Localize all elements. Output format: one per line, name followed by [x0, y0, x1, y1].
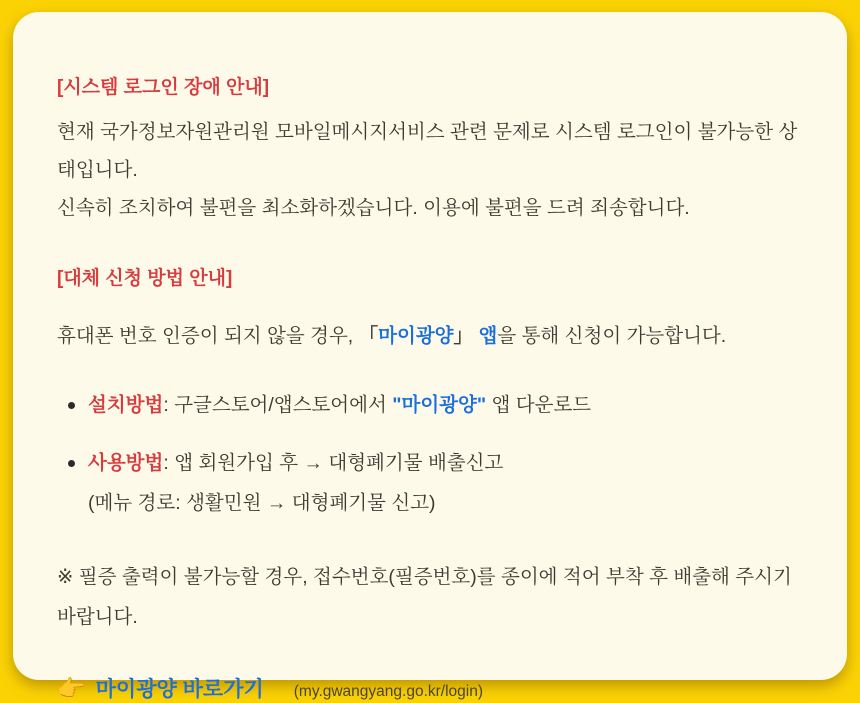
app-name-highlight: 마이광양 — [378, 325, 454, 348]
usage-method-rest: : 앱 회원가입 후 → 대형폐기물 배출신고 — [163, 452, 504, 475]
bracket-close: 」 — [453, 325, 474, 348]
app-word-highlight: 앱 — [473, 325, 498, 348]
install-method-label: 설치방법 — [88, 394, 164, 417]
list-item-install — [68, 385, 803, 425]
intro-suffix: 을 통해 신청이 가능합니다. — [497, 325, 727, 348]
bullet-icon — [68, 460, 75, 467]
alternative-method-heading: [대체 신청 방법 안내] — [57, 267, 233, 289]
install-method-after: 앱 다운로드 — [486, 394, 592, 417]
install-method-text — [88, 385, 591, 425]
login-outage-heading: [시스템 로그인 장애 안내] — [57, 77, 270, 98]
install-app-highlight: "마이광양" — [392, 394, 487, 417]
shortcut-row — [57, 673, 803, 703]
alternative-method-intro — [57, 317, 803, 355]
apology-line: 신속히 조치하여 불편을 최소화하겠습니다. 이용에 불편을 드려 죄송합니다. — [57, 196, 690, 219]
notice-card — [13, 12, 847, 702]
pointing-hand-icon: 👉 — [57, 675, 86, 702]
intro-prefix: 휴대폰 번호 인증이 되지 않을 경우, — [57, 325, 359, 348]
menu-path-note: (메뉴 경로: 생활민원 → 대형폐기물 신고) — [88, 492, 436, 515]
paper-tag-note: ※ 필증 출력이 불가능할 경우, 접수번호(필증번호)를 종이에 적어 부착 후 배출해 주시기 바랍니다. — [57, 566, 792, 629]
instruction-list — [57, 385, 803, 523]
bullet-icon — [68, 402, 75, 409]
list-item-usage — [68, 443, 803, 523]
bracket-open: 「 — [358, 325, 379, 348]
shortcut-url-text: (my.gwangyang.go.kr/login) — [293, 683, 484, 701]
migwangyang-shortcut-link[interactable]: 마이광양 바로가기 — [95, 678, 264, 702]
outage-description: 현재 국가정보자원관리원 모바일메시지서비스 관련 문제로 시스템 로그인이 불가능한 상태입니다. — [57, 120, 798, 181]
usage-method-text — [88, 443, 503, 523]
login-outage-body — [57, 113, 803, 227]
usage-method-label: 사용방법 — [88, 452, 164, 475]
install-method-before: : 구글스토어/앱스토어에서 — [163, 394, 393, 417]
